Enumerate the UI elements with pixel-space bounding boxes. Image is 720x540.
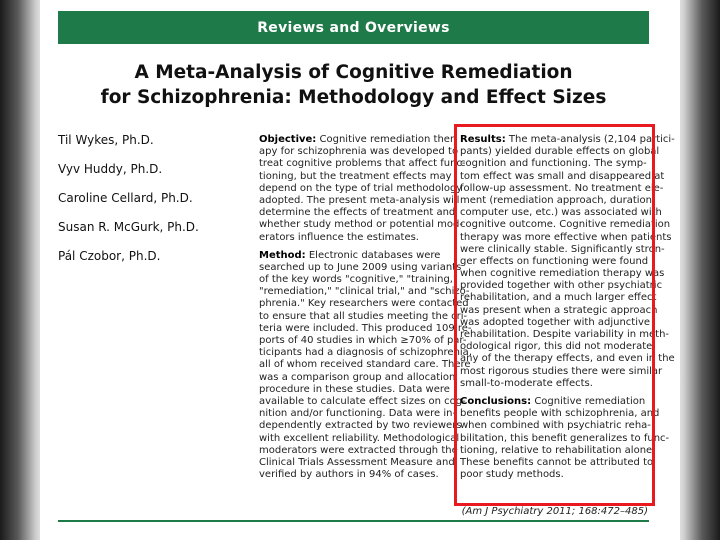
abstract-column-left: [259, 134, 472, 481]
results-text: pants) yielded durable effects on global: [460, 146, 660, 158]
section-banner: Reviews and Overviews: [58, 11, 649, 44]
objective-line: [259, 207, 456, 219]
results-text: ment (remediation approach, duration,: [460, 194, 656, 206]
conclusions-text: benefits people with schizophrenia, and: [460, 408, 660, 420]
method-text: Electronic databases were: [308, 249, 441, 261]
objective-section: [259, 134, 466, 244]
results-text: therapy was more effective when patients: [460, 231, 672, 243]
method-line: [259, 322, 472, 335]
title-line-2: for Schizophrenia: Methodology and Effect Sizes: [100, 87, 607, 108]
method-text: available to calculate effect sizes on cog-: [259, 395, 466, 407]
method-text: procedure in these studies. Data were: [259, 383, 450, 395]
objective-line: [259, 219, 463, 231]
objective-line: [259, 170, 452, 183]
author-name: Caroline Cellard, Ph.D.: [58, 191, 193, 205]
method-text: nition and/or functioning. Data were in-: [259, 408, 457, 420]
method-line: [259, 347, 472, 359]
method-line: [259, 274, 458, 286]
results-text: were clinically stable. Significantly stron-: [460, 243, 665, 255]
conclusions-text: These benefits cannot be attributed to: [460, 456, 654, 468]
method-text: ports of 40 studies in which ≥70% of par-: [259, 335, 467, 346]
results-text: was adopted together with adjunctive: [460, 316, 651, 328]
results-text: rehabilitation, and a much larger effect: [460, 292, 657, 304]
method-line: [259, 469, 449, 481]
objective-text: erators influence the estimates.: [259, 231, 419, 243]
conclusions-text: tioning, relative to rehabilitation alone.: [460, 444, 656, 456]
footer-rule: [58, 520, 649, 522]
objective-text: apy for schizophrenia was developed to: [259, 146, 459, 158]
objective-text: tioning, but the treatment effects may: [259, 170, 452, 182]
results-text: The meta-analysis (2,104 partici-: [508, 134, 675, 145]
objective-text: adopted. The present meta-analysis will: [259, 194, 460, 206]
results-text: when cognitive remediation therapy was: [460, 268, 665, 280]
objective-text: whether study method or potential mod-: [259, 219, 463, 231]
method-line: [259, 384, 449, 396]
objective-line: [259, 134, 458, 146]
objective-line: [259, 158, 466, 170]
method-text: moderators were extracted through the: [259, 444, 458, 456]
results-text: rehabilitation. Despite variability in meth-: [460, 329, 670, 340]
method-line: [259, 250, 449, 262]
results-text: odological rigor, this did not moderate: [460, 341, 653, 353]
results-text: computer use, etc.) was associated with: [460, 207, 662, 219]
objective-text: determine the effects of treatment and: [259, 207, 456, 219]
author-list: [58, 133, 248, 278]
results-text: follow-up assessment. No treatment ele-: [460, 182, 664, 194]
method-line: [259, 335, 467, 347]
method-line: [259, 359, 471, 371]
method-text: of the key words "cognitive," "training,": [259, 274, 458, 286]
method-text: ticipants had a diagnosis of schizophrenia,: [259, 347, 472, 359]
objective-line: [259, 194, 460, 207]
author-name: Til Wykes, Ph.D.: [58, 133, 154, 147]
method-line: [259, 444, 458, 457]
slide-page: [40, 0, 680, 540]
method-text: "remediation," "clinical trial," and "schizo-: [259, 286, 470, 298]
method-line: [259, 408, 457, 420]
method-line: [259, 420, 462, 432]
conclusions-text: when combined with psychiatric reha-: [460, 420, 651, 432]
objective-text: treat cognitive problems that affect func-: [259, 158, 466, 170]
method-text: verified by authors in 94% of cases.: [259, 469, 439, 481]
method-text: dependently extracted by two reviewers: [259, 420, 462, 432]
objective-text: Cognitive remediation ther-: [319, 134, 458, 145]
method-line: [259, 371, 456, 384]
highlight-box: [454, 124, 658, 506]
method-text: was a comparison group and allocation: [259, 371, 456, 383]
results-label: Results:: [460, 134, 506, 145]
citation: (Am J Psychiatry 2011; 168:472–485): [461, 506, 648, 517]
author-name: Susan R. McGurk, Ph.D.: [58, 220, 199, 234]
results-text: was present when a strategic approach: [460, 304, 658, 316]
conclusions-text: bilitation, this benefit generalizes to func-: [460, 432, 670, 444]
results-text: any of the therapy effects, and even in the: [460, 353, 675, 365]
method-line: [259, 298, 469, 310]
objective-line: [259, 146, 459, 158]
method-text: with excellent reliability. Methodological: [259, 432, 460, 444]
author-name: Pál Czobor, Ph.D.: [58, 249, 161, 263]
results-text: cognitive outcome. Cognitive remediation: [460, 219, 671, 231]
author-name: Vyv Huddy, Ph.D.: [58, 162, 163, 176]
results-text: provided together with other psychiatric: [460, 280, 663, 292]
method-line: [259, 456, 455, 469]
results-text: most rigorous studies there were similar: [460, 365, 663, 377]
method-text: all of whom received standard care. There: [259, 359, 471, 371]
conclusions-text: poor study methods.: [460, 469, 564, 481]
conclusions-text: Cognitive remediation: [534, 395, 646, 407]
paper-title: [58, 60, 649, 110]
results-text: ger effects on functioning were found: [460, 255, 649, 267]
method-text: to ensure that all studies meeting the cri-: [259, 310, 468, 322]
objective-text: depend on the type of trial methodology: [259, 182, 463, 194]
method-text: teria were included. This produced 109 re-: [259, 322, 472, 334]
objective-line: [259, 232, 449, 244]
method-line: [259, 310, 468, 323]
method-line: [259, 395, 466, 408]
method-line: [259, 261, 462, 274]
objective-line: [259, 182, 463, 195]
method-text: searched up to June 2009 using variants: [259, 261, 462, 273]
method-label: Method:: [259, 249, 306, 261]
results-text: tom effect was small and disappeared at: [460, 170, 665, 182]
title-line-1: A Meta-Analysis of Cognitive Remediation: [134, 62, 573, 83]
method-line: [259, 432, 460, 445]
results-text: cognition and functioning. The symp-: [460, 158, 647, 170]
conclusions-label: Conclusions:: [460, 395, 532, 407]
method-section: [259, 249, 472, 482]
method-line: [259, 286, 470, 298]
method-text: Clinical Trials Assessment Measure and: [259, 456, 455, 468]
method-text: phrenia." Key researchers were contacted: [259, 298, 469, 310]
objective-label: Objective:: [259, 134, 317, 145]
results-text: small-to-moderate effects.: [460, 377, 593, 389]
